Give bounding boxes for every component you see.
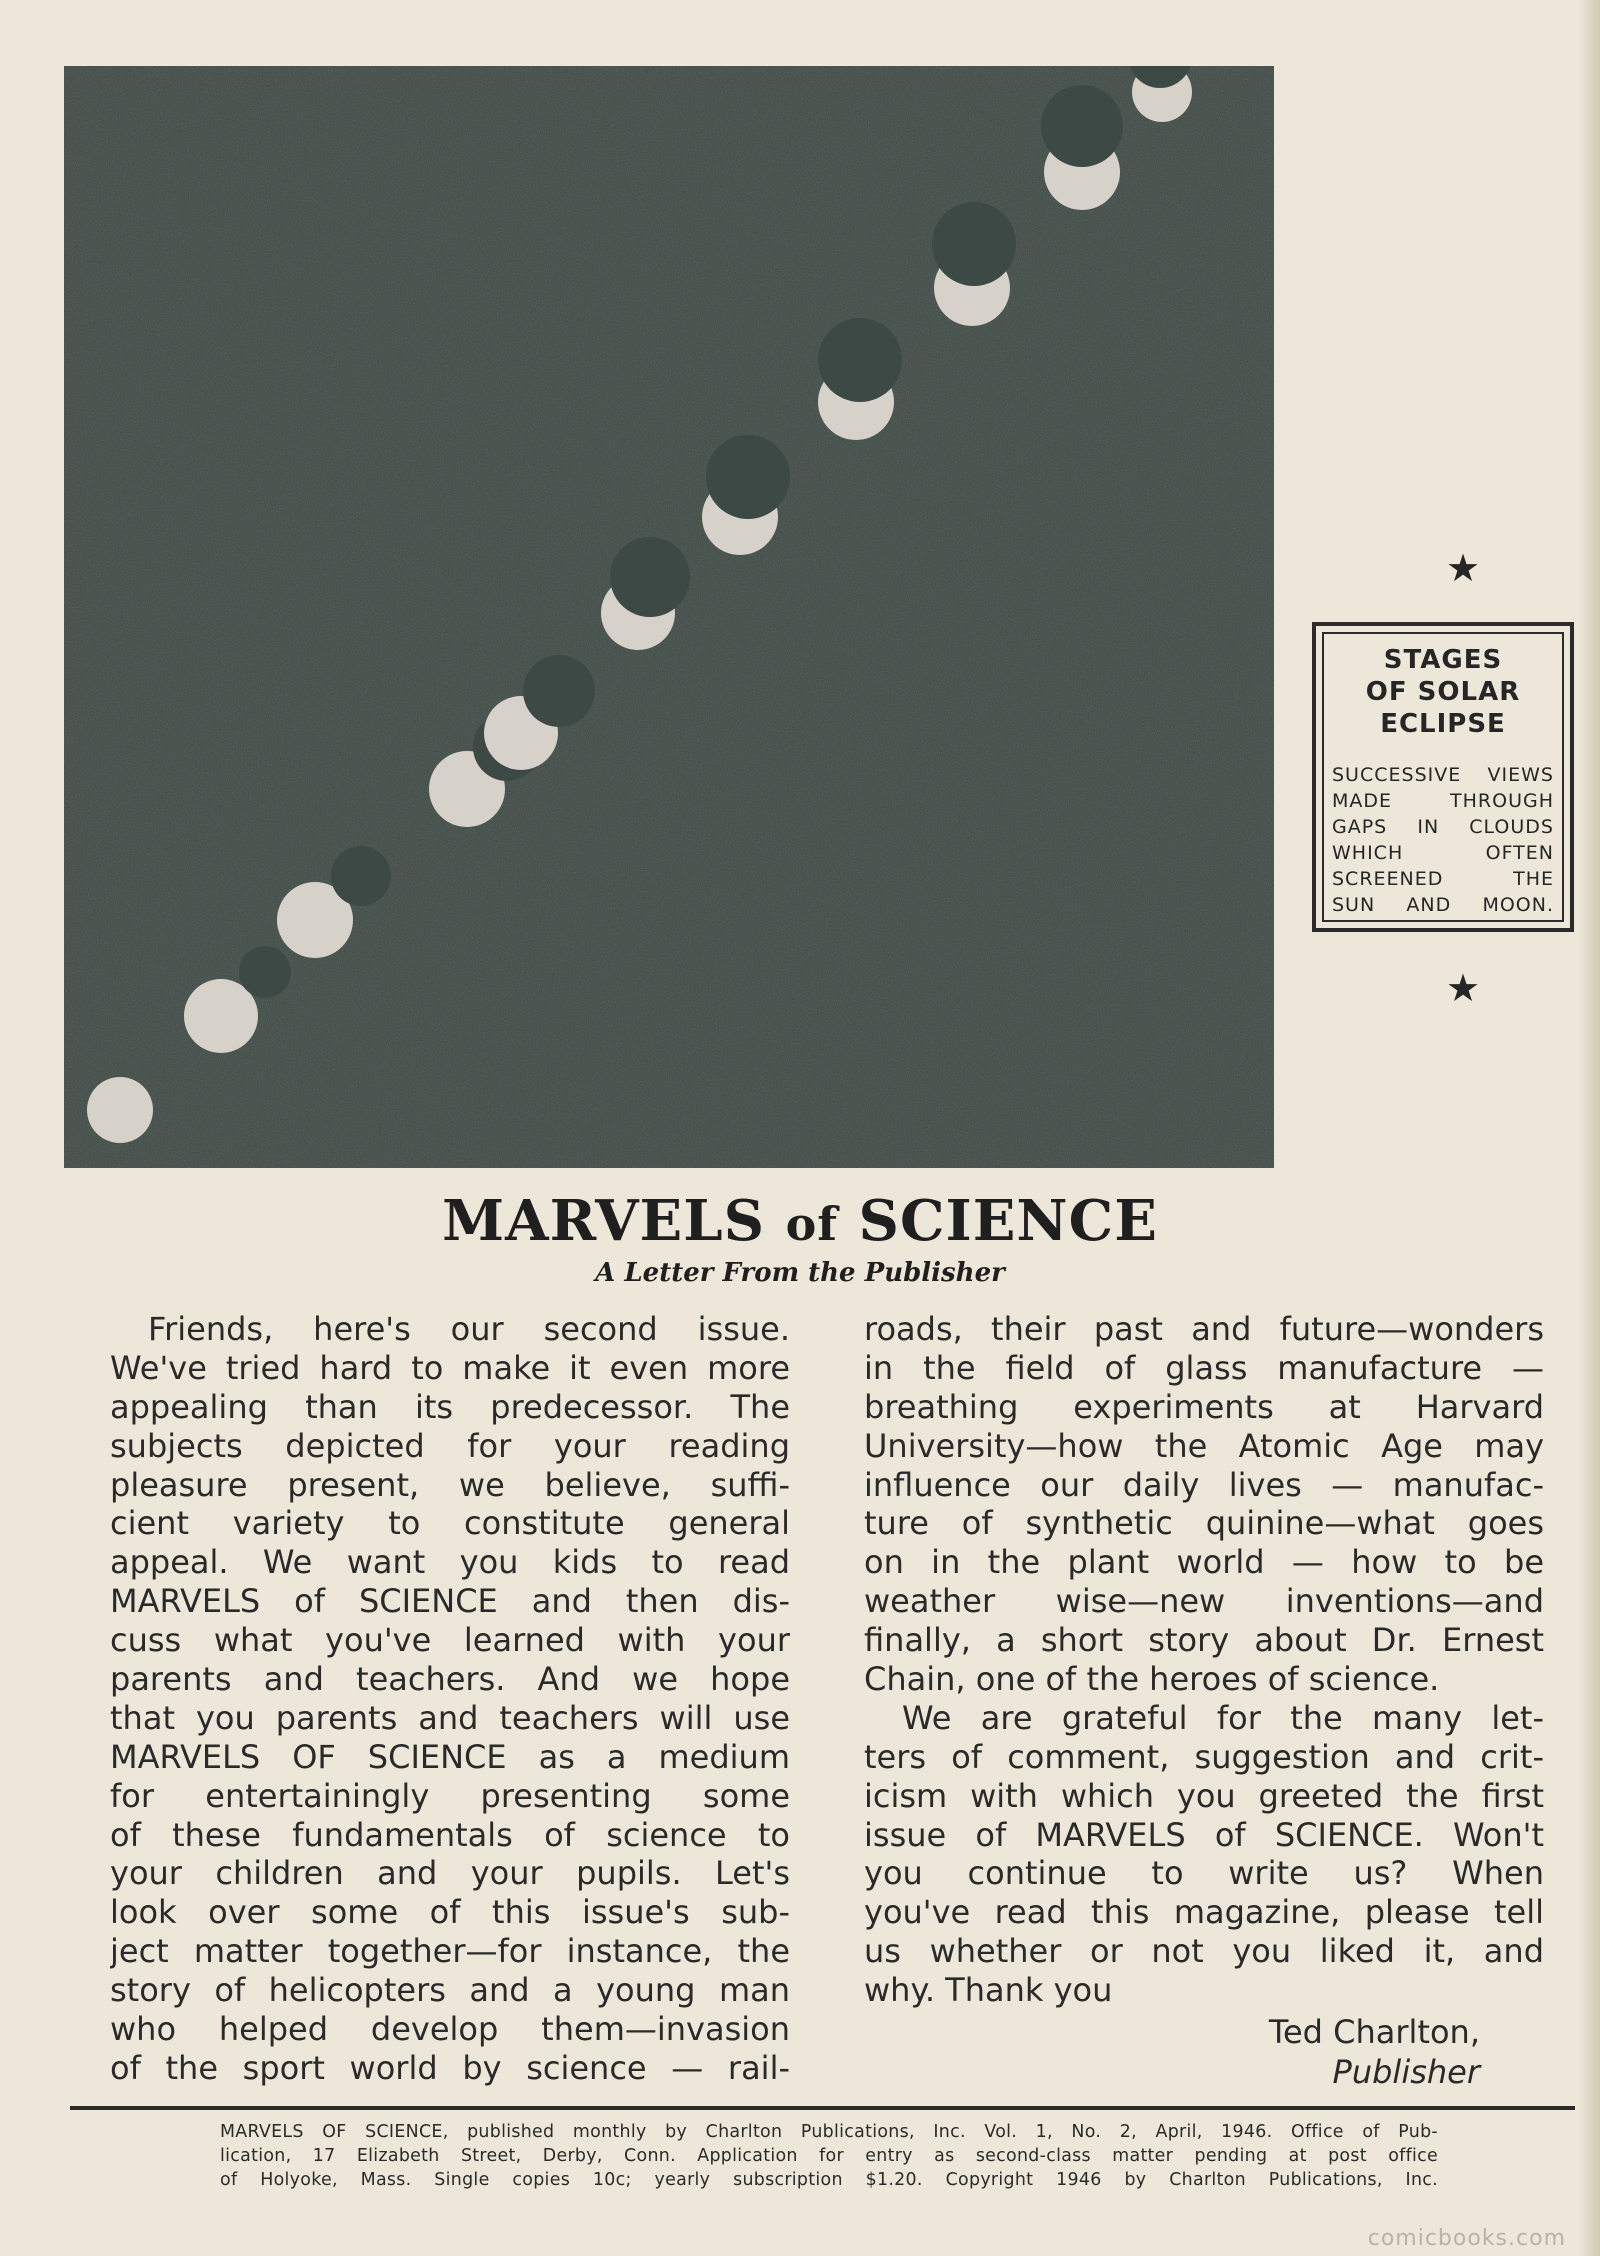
moon-shadow [1041,85,1123,167]
letter-column-right [864,1310,1544,2010]
letter-line: issue of MARVELS of SCIENCE. Won't [864,1815,1544,1854]
letter-line: influence our daily lives — manufac- [864,1465,1544,1504]
caption-line: SCREENED THE [1332,868,1554,890]
letter-line: cient variety to constitute general [110,1504,790,1543]
photo-caption-box [1312,622,1574,932]
star-icon: ★ [1445,546,1481,590]
letter-line: finally, a short story about Dr. Ernest [864,1621,1544,1660]
moon-shadow [818,318,902,402]
moon-shadow [610,537,690,617]
page-subtitle: A Letter From the Publisher [595,1258,1005,1288]
letter-line: cuss what you've learned with your [110,1621,790,1660]
letter-line: look over some of this issue's sub- [110,1893,790,1932]
letter-line: you continue to write us? When [864,1854,1544,1893]
letter-line: We are grateful for the many let- [902,1698,1544,1737]
letter-line: in the field of glass manufacture — [864,1348,1544,1387]
caption-title: STAGES OF SOLAR ECLIPSE [1365,645,1521,739]
letter-line: icism with which you greeted the first [864,1776,1544,1815]
title-part: MARVELS [442,1188,786,1254]
star-icon: ★ [1445,966,1481,1010]
title-part: of [785,1197,839,1251]
moon-shadow [706,435,790,519]
caption-line: GAPS IN CLOUDS [1332,816,1554,838]
letter-line: subjects depicted for your reading [110,1426,790,1465]
letter-line: MARVELS OF SCIENCE as a medium [110,1737,790,1776]
moon-shadow [331,846,391,906]
letter-line: MARVELS of SCIENCE and then dis- [110,1582,790,1621]
page-title [0,1188,1600,1254]
letter-line: of these fundamentals of science to [110,1815,790,1854]
publication-notice [220,2120,1438,2192]
title-part: SCIENCE [838,1188,1158,1254]
moon-shadow [523,655,595,727]
letter-line: you've read this magazine, please tell [864,1893,1544,1932]
moon-shadow [239,946,291,998]
notice-line: lication, 17 Elizabeth Street, Derby, Conn. Application for entry as second-class matter pending at post office [220,2146,1438,2166]
letter-line: who helped develop them—invasion [110,2010,790,2049]
signature-role: Publisher [1332,2053,1480,2091]
notice-line: of Holyoke, Mass. Single copies 10c; yearly subscription $1.20. Copyright 1946 by Charlton Publications, Inc. [220,2170,1438,2190]
letter-line: appealing than its predecessor. The [110,1387,790,1426]
letter-line: your children and your pupils. Let's [110,1854,790,1893]
letter-line: why. Thank you [864,1971,1113,2010]
eclipse-photograph [64,66,1274,1168]
letter-column-left [110,1310,790,2088]
caption-text [1332,762,1554,918]
footer-rule [70,2106,1575,2110]
letter-line: Chain, one of the heroes of science. [864,1660,1440,1699]
letter-line: We've tried hard to make it even more [110,1348,790,1387]
letter-line: parents and teachers. And we hope [110,1660,790,1699]
letter-line: ters of comment, suggestion and crit- [864,1737,1544,1776]
caption-line: SUN AND MOON. [1332,894,1554,916]
sun-disc [87,1077,153,1143]
watermark: comicbooks.com [1367,2226,1566,2251]
letter-line: ject matter together—for instance, the [110,1932,790,1971]
letter-line: breathing experiments at Harvard [864,1387,1544,1426]
caption-line: SUCCESSIVE VIEWS [1332,764,1554,786]
letter-line: weather wise—new inventions—and [864,1582,1544,1621]
letter-line: of the sport world by science — rail- [110,2048,790,2087]
signature [1180,2012,1480,2092]
signature-name: Ted Charlton, [1268,2013,1480,2051]
letter-line: that you parents and teachers will use [110,1698,790,1737]
notice-line: MARVELS OF SCIENCE, published monthly by Charlton Publications, Inc. Vol. 1, No. 2, April, 1946. Office of Pub- [220,2122,1438,2142]
letter-line: roads, their past and future—wonders [864,1310,1544,1348]
letter-line: on in the plant world — how to be [864,1543,1544,1582]
letter-line: us whether or not you liked it, and [864,1932,1544,1971]
caption-line: WHICH OFTEN [1332,842,1554,864]
letter-line: for entertainingly presenting some [110,1776,790,1815]
moon-shadow [932,202,1016,286]
letter-line: appeal. We want you kids to read [110,1543,790,1582]
letter-line: story of helicopters and a young man [110,1971,790,2010]
paper-edge-shadow [1578,0,1600,2256]
caption-line: MADE THROUGH [1332,790,1554,812]
sun-stages [64,66,1274,1168]
letter-line: Friends, here's our second issue. [148,1310,790,1348]
letter-line: University—how the Atomic Age may [864,1426,1544,1465]
letter-line: pleasure present, we believe, suffi- [110,1465,790,1504]
letter-line: ture of synthetic quinine—what goes [864,1504,1544,1543]
